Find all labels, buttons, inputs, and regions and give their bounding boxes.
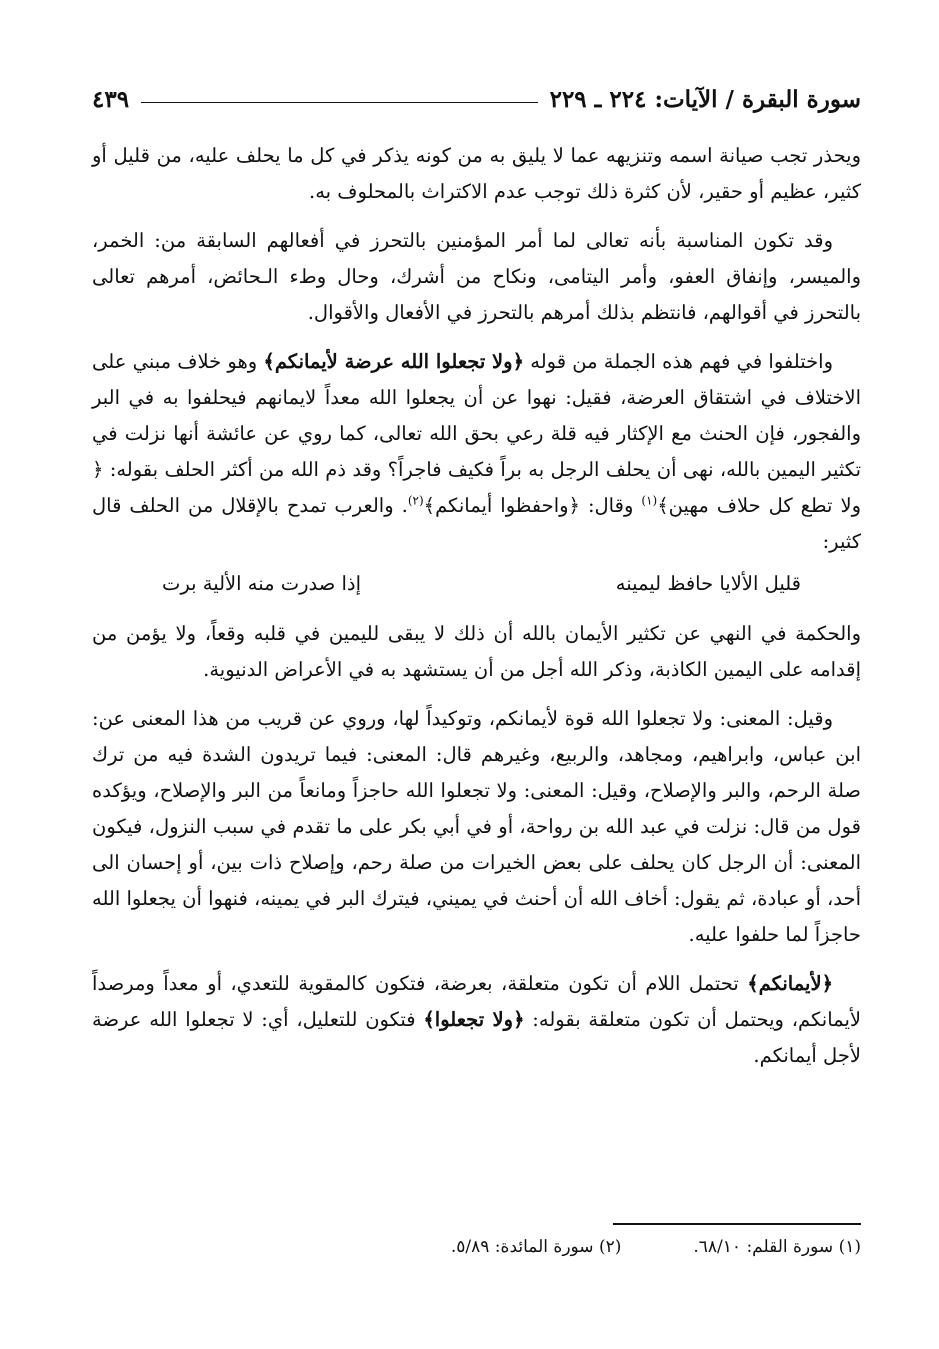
quran-quote-1: ﴿ولا تجعلوا الله عرضة لأيمانكم﴾ bbox=[263, 350, 525, 373]
footnote-ref-2[interactable]: (٢) bbox=[407, 493, 424, 508]
paragraph-5: وقيل: المعنى: ولا تجعلوا الله قوة لأيمانكم، وتوكيداً لها، وروي عن قريب من هذا المعنى عن: ابن عباس، وابراهيم، ومجاهد، والربيع، وغيرهم قال: المعنى: فيما تريدون الشدة فيه من ترك صلة الرحم، والبر والإصلاح، وقيل: المعنى: ولا تجعلوا الله حاجزاً ومانعاً من البر والإصلاح، ويؤكده قول من قال: نزلت في عبد الله بن رواحة، أو في أبي بكر على ما تقدم في سبب النزول، فيكون المعنى: أن الرجل كان يحلف على بعض الخيرات من صلة رحم، وإصلاح ذات بين، أو إحسان الى أحد، أو عبادة، ثم يقول: أخاف الله أن أحنث في يميني، فيترك البر في يمينه، فنهوا أن يجعلوا الله حاجزاً لما حلفوا عليه. bbox=[92, 707, 861, 946]
surah-title: سورة البقرة / الآيات: ٢٢٤ ـ ٢٢٩ bbox=[549, 85, 861, 113]
paragraph-3-text-c: وقال: bbox=[579, 494, 642, 517]
quran-quote-4: ﴿لأيمانكم﴾ bbox=[747, 972, 833, 995]
paragraph-6-text-b: فتكون للتعليل، أي: لا تجعلوا الله عرضة لأجل أيمانكم. bbox=[92, 1008, 861, 1067]
main-text bbox=[92, 138, 861, 1087]
paragraph-4: والحكمة في النهي عن تكثير الأيمان بالله أن ذلك لا يبقى لليمين في قلبه وقعاً، ولا يؤمن من إقدامه على اليمين الكاذبة، وذكر الله أجل من أن يستشهد به في الأعراض الدنيوية. bbox=[92, 622, 861, 681]
paragraph-3-text-b: وهو خلاف مبني على الاختلاف في اشتقاق العرضة، فقيل: نهوا عن أن يجعلوا الله معداً لايمانهم فيحلفوا به في البر والفجور، فإن الحنث مع الإكثار فيه قلة رعي بحق الله تعالى، كما روي عن عائشة أنها نزلت في تكثير اليمين بالله، نهى أن يحلف الرجل به براً فكيف فاجراً؟ وقد ذم الله من أكثر الحلف بقوله: bbox=[92, 350, 861, 481]
header-rule bbox=[141, 102, 538, 103]
verse-second-hemistich: إذا صدرت منه الألية برت bbox=[162, 572, 362, 595]
footnote-separator bbox=[613, 1223, 861, 1225]
footnote-ref-1[interactable]: (١) bbox=[641, 493, 658, 508]
paragraph-3-text-a: واختلفوا في فهم هذه الجملة من قوله bbox=[524, 350, 833, 373]
footnote-1: (١) سورة القلم: ٦٨/١٠. bbox=[693, 1237, 861, 1257]
verse-first-hemistich: قليل الألايا حافظ ليمينه bbox=[615, 572, 801, 595]
footnotes bbox=[261, 1237, 861, 1257]
paragraph-1: ويحذر تجب صيانة اسمه وتنزيهه عما لا يليق به من كونه يذكر في كل ما يحلف عليه، من قليل أو كثير، عظيم أو حقير، لأن كثرة ذلك توجب عدم الاكتراث بالمحلوف به. bbox=[92, 144, 861, 203]
quran-quote-3: ﴿واحفظوا أيمانكم﴾ bbox=[423, 494, 580, 517]
running-header bbox=[92, 82, 861, 116]
paragraph-3 bbox=[92, 344, 861, 560]
quran-quote-5: ﴿ولا تجعلوا﴾ bbox=[423, 1008, 525, 1031]
paragraph-6 bbox=[92, 966, 861, 1074]
page-number: ٤٣٩ bbox=[92, 85, 130, 113]
poetry-verse bbox=[162, 566, 801, 602]
footnote-2: (٢) سورة المائدة: ٥/٨٩. bbox=[450, 1237, 622, 1257]
paragraph-6-text-a: تحتمل اللام أن تكون متعلقة، بعرضة، فتكون كالمقوية للتعدي، أو معداً ومرصداً لأيمانكم، ويحتمل أن تكون متعلقة بقوله: bbox=[92, 972, 861, 1031]
quran-quote-2: ﴿ ولا تطع كل حلاف مهين﴾ bbox=[92, 458, 861, 517]
paragraph-2: وقد تكون المناسبة بأنه تعالى لما أمر المؤمنين بالتحرز في أفعالهم السابقة من: الخمر، والميسر، وإنفاق العفو، وأمر اليتامى، ونكاح من أشرك، وحال وطء الـحائض، أمرهم تعالى بالتحرز في أقوالهم، فانتظم بذلك أمرهم بالتحرز في الأفعال والأقوال. bbox=[92, 229, 861, 324]
paragraph-3-text-d: . والعرب تمدح بالإقلال من الحلف قال كثير: bbox=[92, 494, 861, 553]
